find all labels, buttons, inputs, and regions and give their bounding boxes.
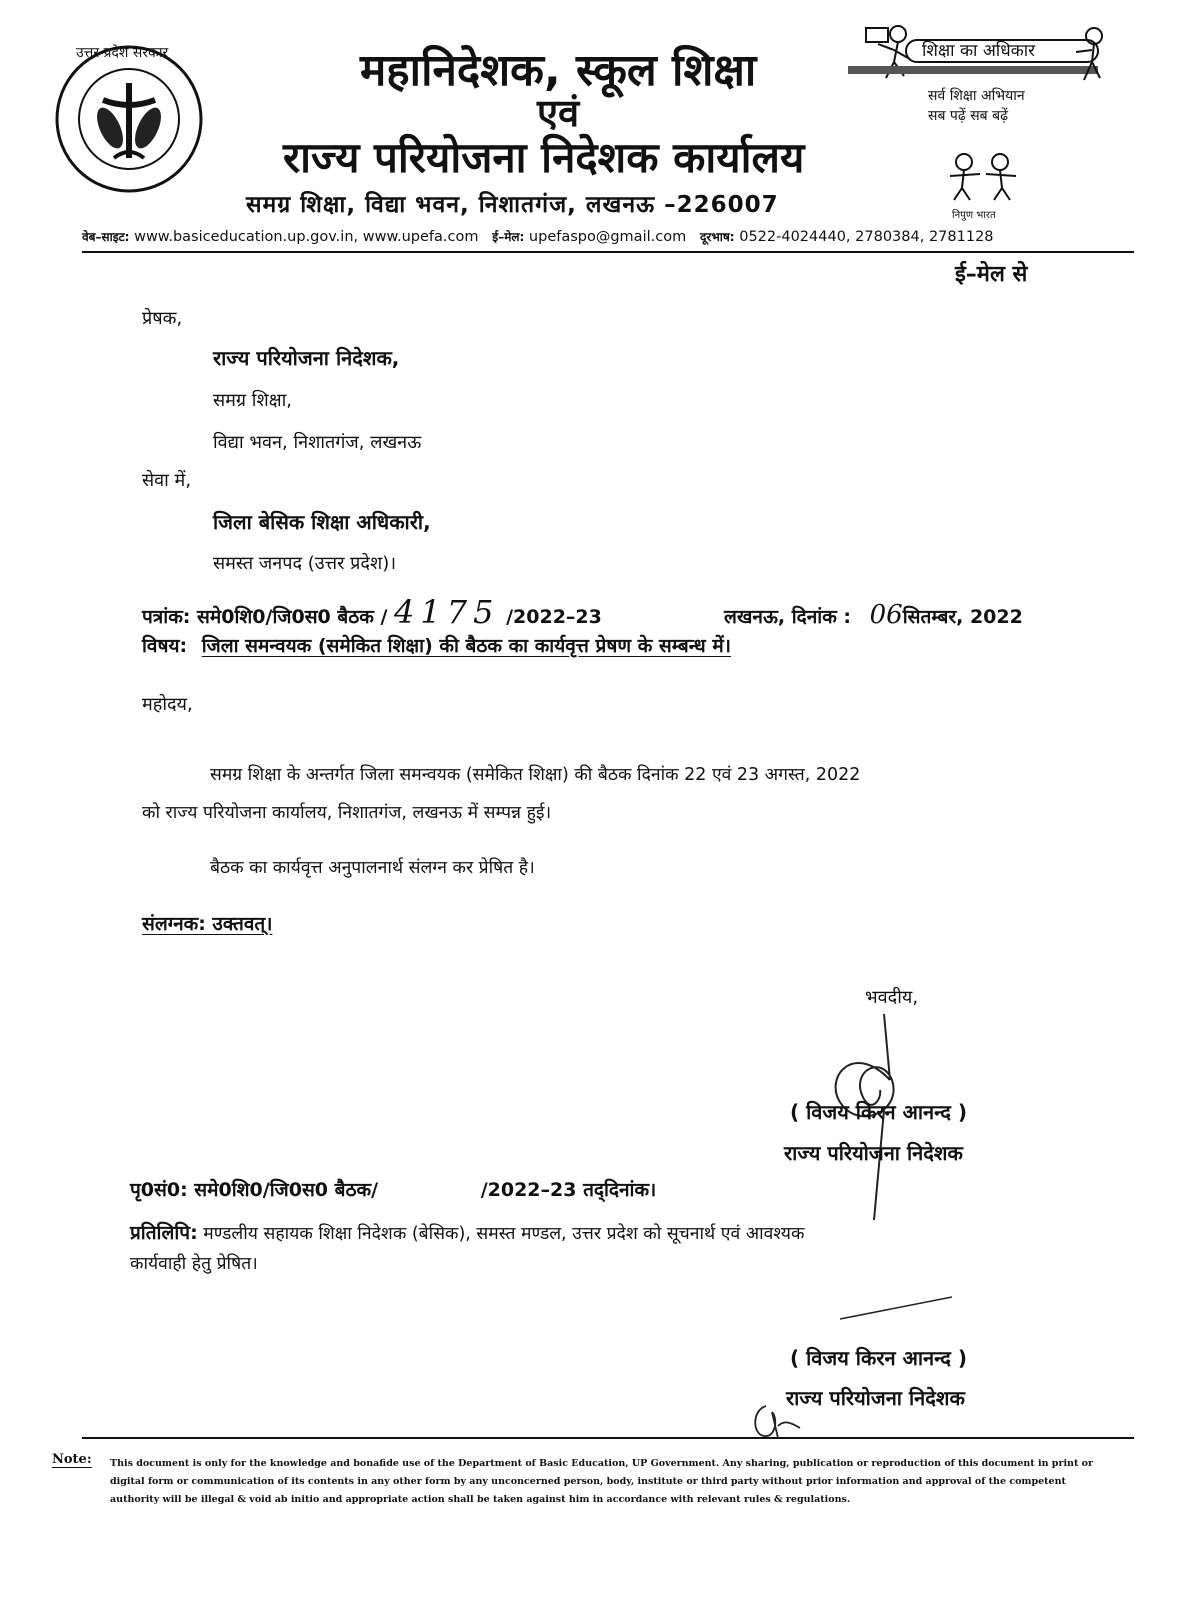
recipient-label: सेवा में, <box>142 470 192 491</box>
cc-line2: कार्यवाही हेतु प्रेषित। <box>130 1254 258 1274</box>
endorsement-ref-tail: /2022–23 तद्‌दिनांक। <box>480 1179 657 1201</box>
contact-line <box>82 228 994 245</box>
signatory-designation: राज्य परियोजना निदेशक <box>784 1141 963 1165</box>
signature-dash <box>836 1293 956 1323</box>
reference-prefix: समे0शि0/जि0स0 बैठक / <box>197 606 388 628</box>
salutation: महोदय, <box>142 694 193 715</box>
sender-line2: समग्र शिक्षा, <box>213 390 292 411</box>
reference-number: 4175 <box>394 593 500 631</box>
body-para2: बैठक का कार्यवृत्त अनुपालनार्थ संलग्न कर प्रेषित है। <box>210 858 535 878</box>
endorsement-ref-prefix: पृ0सं0: समे0शि0/जि0स0 बैठक/ <box>130 1179 379 1201</box>
office-address: समग्र शिक्षा, विद्या भवन, निशातगंज, लखनऊ –226007 <box>246 192 779 218</box>
footer-rule <box>82 1437 1134 1439</box>
phone-label: दूरभाष: <box>700 230 735 244</box>
rte-logo-text: शिक्षा का अधिकार <box>922 41 1036 61</box>
date-day: 06 <box>869 600 903 630</box>
ssa-slogan-line1: सर्व शिक्षा अभियान <box>928 88 1025 104</box>
sender-name: राज्य परियोजना निदेशक, <box>213 346 400 370</box>
cc-label: प्रतिलिपि: <box>130 1222 198 1244</box>
email-label: ई–मेल: <box>492 230 525 244</box>
enclosure: संलग्नक: उक्तवत्। <box>142 913 273 935</box>
initial-scribble <box>748 1398 808 1442</box>
signatory2-designation: राज्य परियोजना निदेशक <box>786 1386 965 1410</box>
endorsement-ref <box>130 1176 656 1202</box>
note-text: This document is only for the knowledge and bonafide use of the Department of Basic Education, UP Government. Any sharing, publication or reproduction of this document in print or digital form or communication of its contents in any other form by any unconcerned person, body, institute or third party without prior information and approval of the competent authority will be illegal & void ab initio and appropriate action shall be taken against him in accordance with relevant rules & regulations. <box>110 1458 1093 1505</box>
recipient-name: जिला बेसिक शिक्षा अधिकारी, <box>213 510 431 534</box>
reference-label: पत्रांक: <box>142 606 191 628</box>
sender-label: प्रेषक, <box>142 308 183 329</box>
letter-reference <box>142 593 602 631</box>
ssa-slogan-line2: सब पढ़ें सब बढ़ें <box>928 108 1008 124</box>
seal-text: उत्तर प्रदेश सरकार <box>76 45 169 61</box>
signatory2-name: ( विजय किरन आनन्द ) <box>790 1346 968 1370</box>
letter-date <box>724 600 1023 630</box>
subject-label: विषय: <box>142 635 188 657</box>
sender-line3: विद्या भवन, निशातगंज, लखनऊ <box>213 432 422 453</box>
date-month-year: सितम्बर, 2022 <box>902 606 1023 628</box>
body-para1-line2: को राज्य परियोजना कार्यालय, निशातगंज, लखनऊ में सम्पन्न हुई। <box>142 803 552 823</box>
subject-line <box>142 632 731 658</box>
body-para1-line1: समग्र शिक्षा के अन्तर्गत जिला समन्वयक (समेकित शिक्षा) की बैठक दिनांक 22 एवं 23 अगस्त, 2022 <box>210 765 861 785</box>
note-label: Note: <box>52 1452 92 1467</box>
date-label: लखनऊ, दिनांक : <box>724 606 851 628</box>
subject-text: जिला समन्वयक (समेकित शिक्षा) की बैठक का कार्यवृत्त प्रेषण के सम्बन्ध में। <box>201 635 731 657</box>
cc-text-line1: मण्डलीय सहायक शिक्षा निदेशक (बेसिक), समस्त मण्डल, उत्तर प्रदेश को सूचनार्थ एवं आवश्यक <box>203 1224 805 1244</box>
email-address: upefaspo@gmail.com <box>528 229 687 245</box>
office-title-line3: राज्य परियोजना निदेशक कार्यालय <box>283 133 805 182</box>
nipun-bharat-text: निपुण भारत <box>952 210 996 221</box>
web-label: वेब–साइट: <box>82 230 130 244</box>
phone-numbers: 0522-4024440, 2780384, 2781128 <box>739 229 994 245</box>
header-rule <box>82 251 1134 253</box>
reference-year: /2022–23 <box>506 606 602 628</box>
cc-line1 <box>130 1219 804 1245</box>
govt-seal <box>48 38 210 200</box>
office-title-line1: महानिदेशक, स्कूल शिक्षा <box>360 45 757 96</box>
recipient-line2: समस्त जनपद (उत्तर प्रदेश)। <box>213 553 397 574</box>
web-links: www.basiceducation.up.gov.in, www.upefa.com <box>134 229 479 245</box>
via-email-note: ई–मेल से <box>955 262 1028 287</box>
nipun-bharat-logo <box>940 148 1030 204</box>
office-title-line2: एवं <box>537 91 580 135</box>
signatory-name: ( विजय किरन आनन्द ) <box>790 1100 968 1124</box>
closing: भवदीय, <box>865 987 919 1008</box>
